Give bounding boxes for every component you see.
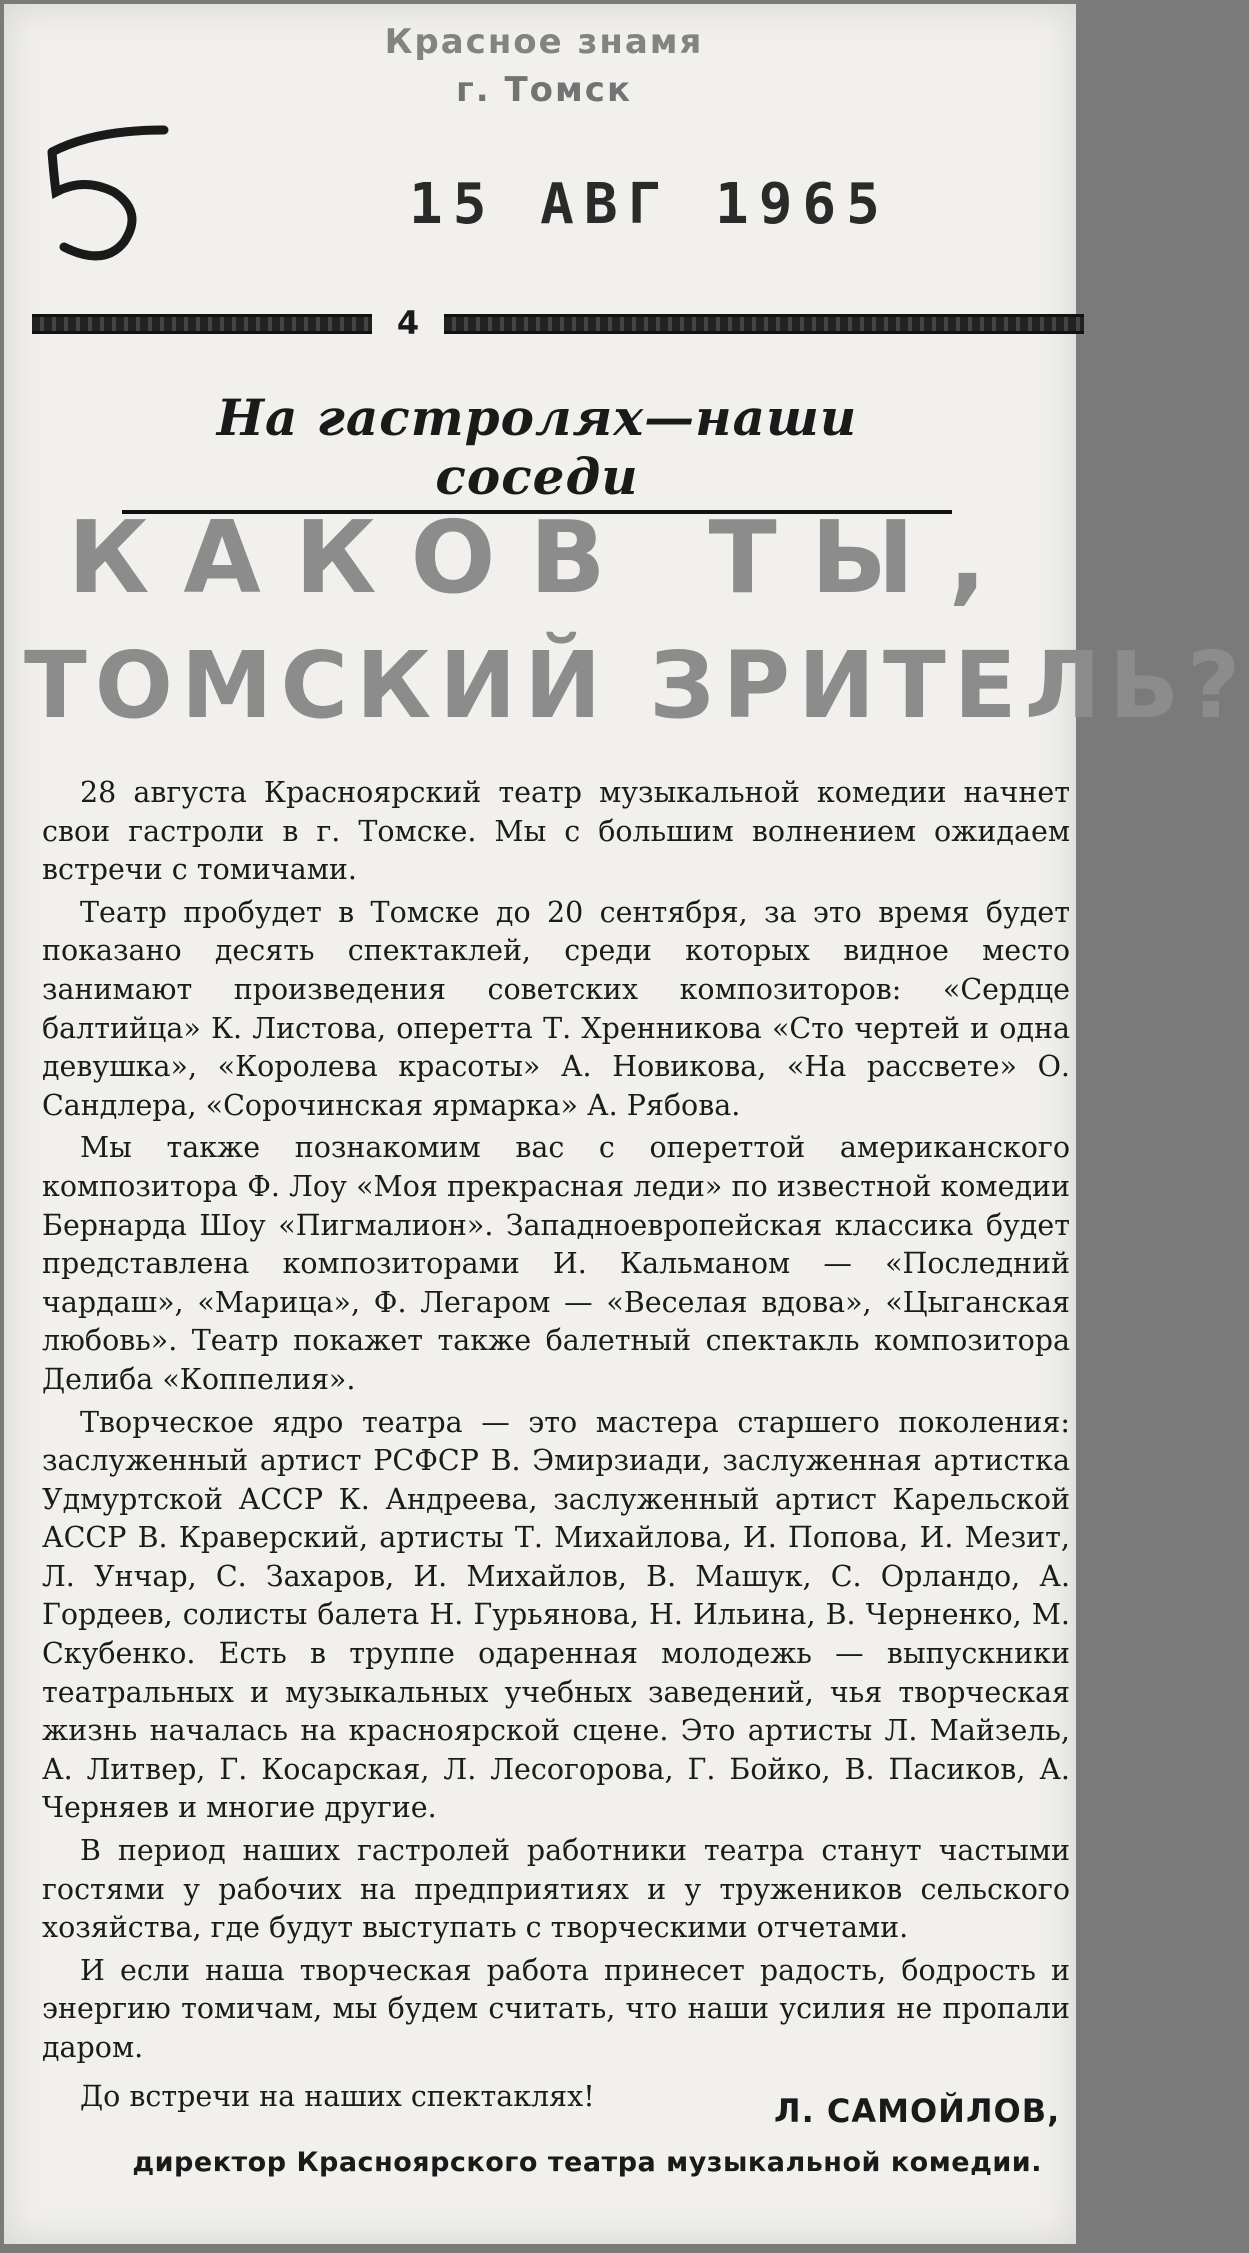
headline-line-1: КАКОВ ТЫ, [67, 499, 1021, 616]
article-paragraph: Творческое ядро театра — это мастера старшего поколения: заслуженный артист РСФСР В. Эмирзиади, заслуженная артистка Удмуртской АССР К. Андреева, заслуженный артист Карельской АССР В. Краверский, артисты Т. Михайлова, И. Попова, И. Мезит, Л. Унчар, С. Захаров, И. Михайлов, В. Машук, С. Орландо, А. Гордеев, солисты балета Н. Гурьянова, Н. Ильина, В. Черненко, М. Скубенко. Есть в труппе одаренная молодежь — выпускники театральных и музыкальных учебных заведений, чья творческая жизнь началась на красноярской сцене. Это артисты Л. Майзель, А. Литвер, Г. Косарская, Л. Лесогорова, Г. Бойко, В. Пасиков, А. Черняев и многие другие. [42, 1405, 1070, 1825]
article-paragraph: В период наших гастролей работники театра станут частыми гостями у рабочих на предприятиях и у тружеников сельского хозяйства, где будут выступать с творческими отчетами. [42, 1834, 1070, 1945]
header-rule-left [32, 314, 372, 334]
newspaper-clipping [4, 4, 1249, 2244]
article-paragraph: И если наша творческая работа принесет радость, бодрость и энергию томичам, мы будем считать, что наши усилия не пропали даром. [42, 1953, 1070, 2064]
handwritten-number-mark [44, 122, 174, 272]
library-stamp [334, 22, 754, 110]
article-body [42, 774, 1070, 2120]
stamp-date: 15 АВГ 1965 [409, 172, 890, 237]
article-paragraph: Мы также познакомим вас с опереттой американского композитора Ф. Лоу «Моя прекрасная леди» по известной комедии Бернарда Шоу «Пигмалион». Западноевропейская классика будет представлена композиторами И. Кальманом — «Последний чардаш», «Марица», Ф. Легаром — «Веселая вдова», «Цыганская любовь». Театр покажет также балетный спектакль композитора Делиба «Коппелия». [42, 1131, 1070, 1396]
stamp-newspaper-name: Красное знамя [384, 22, 704, 62]
header-rule-right [444, 314, 1084, 334]
stamp-city: г. Томск [455, 70, 633, 110]
author-name: Л. САМОЙЛОВ, [774, 2092, 1061, 2130]
article-closing-line: До встречи на наших спектаклях! [80, 2079, 595, 2113]
author-role: директор Красноярского театра музыкальной комедии. [132, 2147, 1042, 2178]
page-number: 4 [396, 304, 420, 342]
rubric-heading: На гастролях—наши соседи [122, 388, 952, 514]
headline-line-2: ТОМСКИЙ ЗРИТЕЛЬ? [24, 632, 1249, 739]
article-paragraph: 28 августа Красноярский театр музыкальной комедии начнет свои гастроли в г. Томске. Мы с большим волнением ожидаем встречи с томичами. [42, 776, 1070, 887]
article-paragraph: Театр пробудет в Томске до 20 сентября, за это время будет показано десять спектаклей, среди которых видное место занимают произведения советских композиторов: «Сердце балтийца» К. Листова, оперетта Т. Хренникова «Сто чертей и одна девушка», «Королева красоты» А. Новикова, «На рассвете» О. Сандлера, «Сорочинская ярмарка» А. Рябова. [42, 895, 1070, 1122]
